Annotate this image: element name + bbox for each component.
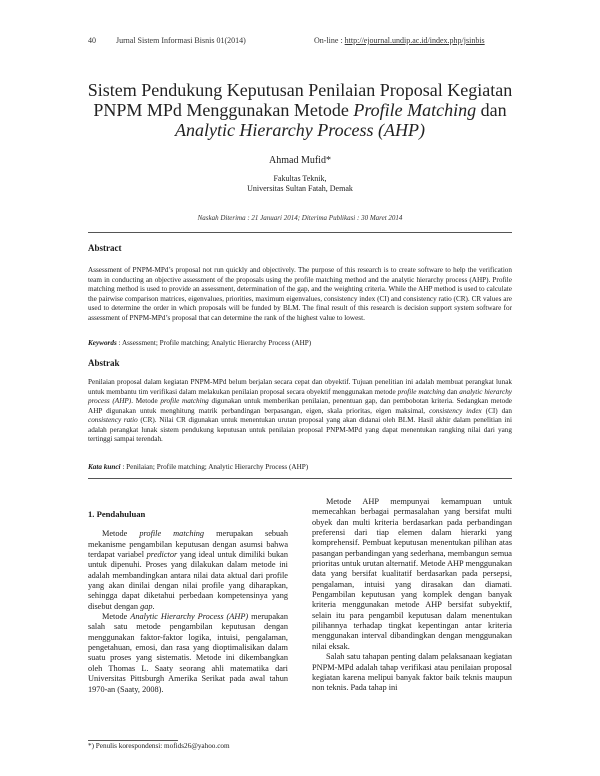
title-line-1: Sistem Pendukung Keputusan Penilaian Proposal Kegiatan <box>87 80 513 100</box>
title-line-3-italic: Analytic Hierarchy Process (AHP) <box>174 120 426 140</box>
intro-paragraph-3: Metode AHP mempunyai kemampuan untuk memecahkan berbagai permasalahan yang bersifat multi obyek dan multi kriteria berdasarkan pada perbandingan preferensi dari tiap elemen dalam hierarki yang komprehensif. Pembuat keputusan menentukan pilihan atas pasangan perbandingan yang sederhana, membangun semua prioritas untuk urutan alternatif. Metode AHP menggunakan data yang bersifat kualitatif berdasarkan pada persepsi, pengalaman, intuisi yang dirasakan dan diamati. Pengambilan keputusan yang komplek dengan banyak kriteria menggunakan metode AHP bersifat subyektif, selain itu para pengambil keputusan dalam menentukan pilihannya terhadap tingkat kepentingan antar kriteria menggunakan interval dibandingkan dengan menggunakan nilai eksak. <box>312 497 512 651</box>
title-line-3 <box>60 120 540 140</box>
abstrak-italic-3: profile matching <box>160 397 209 405</box>
keywords-en <box>88 339 512 347</box>
abstrak-part-5: (CI) dan <box>481 406 512 415</box>
online-label: On-line : <box>314 36 345 45</box>
intro-paragraph-4: Salah satu tahapan penting dalam pelaksanaan kegiatan PNPM-MPd adalah tahap verifikasi atau penilaian proposal kegiatan karena melipui banyak faktor baik teknis maupun non teknis. Pada tahap ini <box>312 652 512 693</box>
abstrak-italic-1: profile matching <box>397 387 446 396</box>
journal-name: Jurnal Sistem Informasi Bisnis 01(2014) <box>116 36 246 45</box>
abstrak-part-3: . Metode <box>131 397 161 405</box>
submission-dates: Naskah Diterima : 21 Januari 2014; Diterima Publikasi : 30 Maret 2014 <box>197 214 403 222</box>
p2-text-b: merupakan salah satu metode pengambilan keputusan dengan menggunakan faktor-faktor logika, intuisi, pengalaman, pengetahuan, emosi, dan rasa yang dioptimalisikan dalam suatu proses yang sistematis. Metode ini dikembangkan oleh Thomas L. Saaty seorang ahli matematika dari Universitas Pittsburgh Amerika Serikat pada awal tahun 1970-an (Saaty, 2008). <box>88 612 288 694</box>
intro-paragraph-2 <box>88 612 288 695</box>
abstrak-italic-4: consistency index <box>429 406 482 415</box>
affiliation-line-1: Fakultas Teknik, <box>273 174 327 183</box>
affiliation-line-2: Universitas Sultan Fatah, Demak <box>247 184 353 193</box>
abstrak-heading: Abstrak <box>88 358 120 368</box>
intro-paragraph-1 <box>88 529 288 612</box>
p1-text-c: yang ideal untuk dimiliki bukan untuk dipenuhi. Proses yang dilakukan dalam metode ini adalah membandingkan antara nilai data aktual dari profile yang akan dinilai dengan nilai profile yang diharapkan, sehingga dapat diketahui perbedaan kompetensinya yang disebut dengan <box>88 550 288 611</box>
p2-text-a: Metode <box>102 612 131 622</box>
p1-text-a: Metode <box>102 529 140 539</box>
keywords-text: : Assessment; Profile matching; Analytic Hierarchy Process (AHP) <box>116 339 312 347</box>
left-column <box>88 509 288 695</box>
right-column <box>312 497 512 694</box>
paper-title <box>60 80 540 140</box>
p1-italic-3: gap <box>140 601 153 611</box>
page-number: 40 <box>88 36 96 45</box>
p1-italic-1: profile matching <box>139 529 205 539</box>
title-line-2 <box>60 100 540 120</box>
footnote: *) Penulis korespondensi: mofids26@yahoo.com <box>88 742 230 750</box>
kata-kunci-label: Kata kunci <box>88 463 121 471</box>
divider-bottom <box>88 478 512 479</box>
abstrak-italic-2: analytic hierarchy process (AHP) <box>88 387 512 405</box>
abstrak-part-2: dan <box>445 387 460 396</box>
abstrak-part-6: (CR). Nilai CR digunakan untuk menentukan urutan proposal yang akan didanai oleh BLM. Hasil akhir dalam penelitian ini adalah perangkat lunak sistem pendukung keputusan untuk penilaian proposal PNPM-MPd yang dapat menentukan rangking nilai dari yang tertinggi sampai terendah. <box>88 416 512 443</box>
p2-italic-1: Analytic Hierarchy Process (AHP) <box>130 612 249 622</box>
section-heading: 1. Pendahuluan <box>88 509 146 519</box>
keywords-label: Keywords <box>88 339 117 347</box>
p1-text-b: merupakan sebuah mekanisme pengambilan keputusan dengan asumsi bahwa terdapat variabel <box>88 529 288 560</box>
abstrak-text <box>88 378 512 445</box>
abstract-text: Assessment of PNPM-MPd’s proposal not run quickly and objectively. The purpose of this research is to create software to help the verification team in conducting an objective assessment of the proposals using the profile matching method and the analytic hierarchy process (AHP). Profile matching method is used to provide an assessment, determination of the gap, and the weighting criteria. While the AHP method is used to calculate the pairwise comparison matrices, eigenvalues, priorities, maximum eigenvalues, consistency index (CI) and consistency ratio (CR). CR values are used to determine the order in which proposals will be funded by BLM. The final result of this research is decision support system software for assessment of PNPM-MPd’s proposal that can determine the rank of the highest value to lowest. <box>88 266 512 322</box>
kata-kunci-text: : Penilaian; Profile matching; Analytic Hierarchy Process (AHP) <box>120 463 309 471</box>
divider-top <box>88 232 512 233</box>
title-line-2-text: PNPM MPd Menggunakan Metode <box>93 100 354 120</box>
title-line-2-italic: Profile Matching <box>353 100 477 120</box>
keywords-id <box>88 463 512 471</box>
affiliation <box>0 174 600 194</box>
p1-text-d: . <box>152 601 155 611</box>
abstrak-italic-5: consistency ratio <box>88 416 138 424</box>
abstract-heading: Abstract <box>88 243 122 253</box>
footnote-rule <box>88 740 178 741</box>
p1-italic-2: predictor <box>146 550 178 560</box>
journal-url-link[interactable]: http://ejournal.undip.ac.id/index.php/jsinbis <box>344 36 485 45</box>
online-info <box>314 36 485 45</box>
abstrak-part-1: Penilaian proposal dalam kegiatan PNPM-MPd belum berjalan secara cepat dan obyektif. Tujuan penelitian ini adalah membuat perangkat lunak untuk membantu tim verifikasi dalam melakukan penilaian proposal secara obyektif menggunakan metode <box>88 378 512 396</box>
title-line-2-end: dan <box>476 100 507 120</box>
abstrak-part-4: digunakan untuk memberikan penilaian, penentuan gap, dan pembobotan kriteria. Sedangkan metode AHP digunakan untuk menghitung matrik perbandingan berpasangan, eigen, skala prioritas, eigen maksimal, <box>88 397 513 415</box>
author-name: Ahmad Mufid* <box>269 155 331 166</box>
